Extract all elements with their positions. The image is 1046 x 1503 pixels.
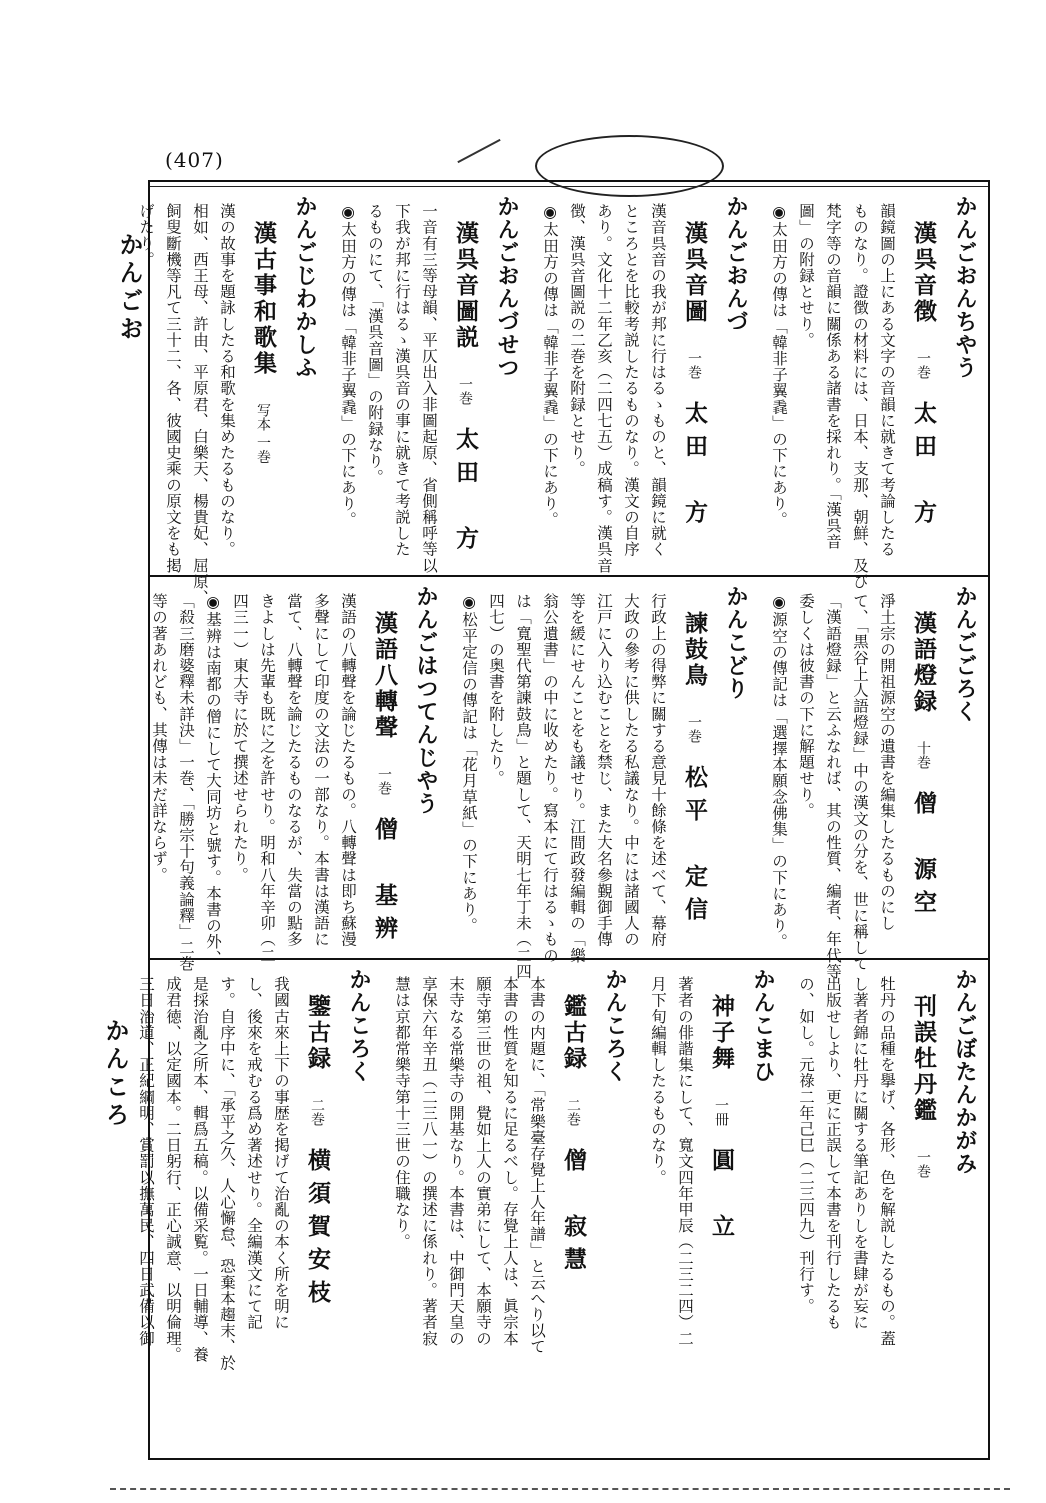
- tier-top: [137, 195, 980, 606]
- body-line: 飼叟斷機等凡て三十二、各、彼國史乘の原文をも掲: [164, 203, 182, 574]
- author: 僧 寂慧: [560, 1148, 587, 1280]
- headword: かんごおんづせつ: [494, 195, 519, 379]
- biography-note: ◉太田方の傳は「韓非子翼毳」の下にあり。: [339, 203, 357, 528]
- title-line: [906, 994, 940, 1178]
- book-title: 漢呉音圖: [681, 221, 708, 325]
- running-head-top: かんごお: [115, 232, 143, 344]
- body-line: 末寺なる常樂寺の開基なり。本書は、中御門天皇の: [447, 976, 465, 1347]
- volume-count: 二巻: [309, 1098, 325, 1126]
- frame-inner-rule: [150, 186, 988, 187]
- entry-body: [388, 976, 550, 1355]
- entry-kango-hattenjou: [145, 585, 441, 972]
- title-line: [448, 221, 482, 559]
- body-line: げたり。: [137, 203, 155, 268]
- entry-body: [334, 203, 442, 573]
- author: 太田 方: [681, 401, 708, 533]
- tier-bottom: [137, 968, 980, 1448]
- entry-kango-botankagami: [792, 968, 980, 1346]
- biography-note: ◉太田方の傳は「韓非子翼毳」の下にあり。: [770, 203, 788, 528]
- author: 太田 方: [452, 427, 479, 559]
- entry-kango-jiwakashu: [132, 195, 320, 606]
- entry-kankomai: [644, 968, 778, 1346]
- body-line: 江戸に入り込むことを禁じ、また大名參覲御手傳: [595, 593, 613, 948]
- body-line: 委しくは彼書の下に解題せり。: [797, 593, 815, 819]
- body-line: の、如し。元祿二年己巳（二三四九）刊行す。: [797, 976, 815, 1315]
- biography-note: ◉源空の傳記は「選擇本願念佛集」の下にあり。: [770, 593, 788, 950]
- title-line: [246, 221, 280, 463]
- book-title: 諫鼓鳥: [681, 611, 708, 689]
- entry-kango-toroku: [765, 585, 980, 979]
- title-line: [906, 611, 940, 923]
- body-line: 等の著あれども、其傳は未だ詳ならず。: [150, 593, 168, 883]
- body-line: 漢音呉音の我が邦に行はるゝものと、韻鏡に就く: [649, 203, 667, 558]
- author: 僧 源空: [910, 791, 937, 923]
- body-line: ところとを比較考説したるものなり。漢文の自序: [622, 203, 640, 558]
- body-line: 成君徳、以定國本。二日躬行、正心誠意、以明倫理。: [164, 976, 182, 1363]
- volume-count: 一巻: [457, 377, 473, 405]
- headword: かんごじわかしふ: [292, 195, 317, 379]
- entry-body: [765, 593, 900, 979]
- body-line: 多聲にして印度の文法の一部なり。本書は漢語に: [312, 593, 330, 948]
- body-line: 一音有三等母韻、平仄出入非圖起原、省側稱呼等以: [420, 203, 438, 574]
- author: 圓 立: [708, 1148, 735, 1247]
- body-line: 等を緩にせんことをも議せり。江間政發編輯の「樂: [568, 593, 586, 964]
- author: 横須賀安枝: [304, 1148, 331, 1313]
- entry-kango-onchou: [765, 195, 980, 589]
- title-line: [906, 221, 940, 533]
- entry-kango-onzusetsu: [334, 195, 522, 573]
- entry-body: [644, 976, 698, 1346]
- biography-note: ◉基辨は南都の僧にして大同坊と號す。本書の外、: [204, 593, 222, 966]
- page-number: (407): [165, 148, 224, 172]
- body-line: 是採治亂之所本、輯爲五稿。以備采覧。一日輔導、養: [191, 976, 209, 1363]
- body-line: 願寺第三世の祖、覺如上人の實弟にして、本願寺の: [474, 976, 492, 1347]
- entry-kankoroku-2: [132, 968, 374, 1371]
- body-line: 本書の性質を知るに足るべし。存覺上人は、眞宗本: [501, 976, 519, 1347]
- body-line: 下我が邦に行はるゝ漢呉音の事に就きて考説した: [393, 203, 411, 558]
- body-line: 月下旬編輯したるものなり。: [649, 976, 667, 1186]
- body-line: 出版せしより、更に正誤して本書を刊行したるも: [824, 976, 842, 1331]
- headword: かんころく: [346, 968, 371, 1083]
- body-line: きよしは先輩も既に之を許せり。明和八年辛卯（二: [258, 593, 276, 964]
- body-line: 慧は京都常樂寺第十三世の住職なり。: [393, 976, 411, 1250]
- body-line: るものにて、「漢呉音圖」の附録なり。: [366, 203, 384, 486]
- headword: かんこどり: [723, 585, 748, 700]
- body-line: 享保六年辛丑（二三八一）の撰述に係れり。著者寂: [420, 976, 438, 1347]
- body-line: ものなり。證徴の材料には、日本、支那、朝鮮、及び: [851, 203, 869, 590]
- body-line: 「殺三磨婆釋未詳決」一巻、「勝宗十句義論釋」二巻: [177, 593, 195, 972]
- author: 太田 方: [910, 401, 937, 533]
- headword: かんごおんちやう: [952, 195, 977, 379]
- author: 僧 基辨: [371, 817, 398, 949]
- title-line: [367, 611, 401, 949]
- headword: かんこまひ: [750, 968, 775, 1083]
- volume-count: 一巻: [686, 351, 702, 379]
- headword: かんごごろく: [952, 585, 977, 723]
- running-head-bottom: かんころ: [101, 1018, 129, 1130]
- body-line: 本書の内題に、「常樂臺存覺上人年譜」と云へり以て: [528, 976, 546, 1355]
- title-line: [704, 994, 738, 1247]
- tier-middle: [150, 585, 980, 980]
- body-line: 淨土宗の開祖源空の遺書を編集したるものにし: [878, 593, 896, 932]
- body-line: 「漢語燈録」と云ふなれば、其の性質、編者、年代等: [824, 593, 842, 980]
- entry-body: [455, 593, 671, 979]
- book-title: 鑒古録: [304, 994, 331, 1072]
- body-line: 梵字等の音韻に關係ある諸書を採れり。「漢呉音: [824, 203, 842, 550]
- book-title: 漢呉音圖説: [452, 221, 479, 351]
- volume-count: 写本 一巻: [255, 403, 271, 464]
- book-title: 鑑古録: [560, 994, 587, 1072]
- body-line: 相如、西王母、許由、平原君、白樂天、楊貴妃、屈原、: [191, 203, 209, 606]
- entry-body: [765, 203, 900, 589]
- body-line: 韻鏡圖の上にある文字の音韻に就きて考論したる: [878, 203, 896, 558]
- body-line: 當て、八轉聲を論じたるものなるが、失當の點多: [285, 593, 303, 948]
- author: 松平 定信: [681, 765, 708, 930]
- body-line: 四七）の奥書を附したり。: [487, 593, 505, 787]
- body-line: 著者の俳諧集にして、寬文四年甲辰（二三二四）二: [676, 976, 694, 1347]
- entry-body: [536, 203, 671, 573]
- body-line: 四三一）東大寺に於て撰述せられたり。: [231, 593, 249, 883]
- entry-kankodori: [455, 585, 751, 979]
- body-line: 我國古來上下の事歴を掲げて治亂の本く所を明に: [272, 976, 290, 1331]
- volume-count: 二巻: [565, 1098, 581, 1126]
- body-line: し、後來を戒むる爲め著述せり。全編漢文にて記: [245, 976, 263, 1331]
- title-line: [677, 221, 711, 533]
- body-line: 翁公遺書」の中に收めたり。寫本にて行はるゝもの: [541, 593, 559, 964]
- body-line: す。自序中に、「承平之久、人心懈怠、恐棄本趨末、於: [218, 976, 236, 1371]
- body-line: 行政上の得弊に關する意見十餘條を述べて、幕府: [649, 593, 667, 948]
- volume-count: 十巻: [915, 741, 931, 769]
- body-line: 圖」の附録とせり。: [797, 203, 815, 348]
- body-line: し著者錦に牡丹に關する筆記ありしを書肆が妄に: [851, 976, 869, 1331]
- entry-body: [145, 593, 361, 972]
- book-title: 漢語八轉聲: [371, 611, 398, 741]
- biography-note: ◉松平定信の傳記は「花月草紙」の下にあり。: [460, 593, 478, 934]
- headword: かんごおんづ: [723, 195, 748, 333]
- entry-kango-onzu: [536, 195, 751, 573]
- body-line: 徴、漢呉音圖説の二巻を附録とせり。: [568, 203, 586, 477]
- book-title: 神子舞: [708, 994, 735, 1072]
- body-line: 牡丹の品種を擧げ、各形、色を解説したるもの。蓋: [878, 976, 896, 1347]
- body-line: 大政の參考に供したる私議なり。中には諸國人の: [622, 593, 640, 948]
- volume-count: 一巻: [915, 1150, 931, 1178]
- body-line: 三日治道、正紀綱明、賞罰以撫萬民、四日武備以御: [137, 976, 155, 1347]
- entry-body: [792, 976, 900, 1346]
- entry-kankoroku-1: [388, 968, 630, 1355]
- entry-body: [132, 976, 294, 1371]
- body-line: は「寬聖代第諫鼓鳥」と題して、天明七年丁未（二四: [514, 593, 532, 980]
- volume-count: 一巻: [376, 767, 392, 795]
- bottom-dashed-rule: [110, 1488, 1010, 1490]
- headword: かんころく: [602, 968, 627, 1083]
- book-title: 漢語燈録: [910, 611, 937, 715]
- entry-body: [132, 203, 240, 606]
- book-title: 漢古事和歌集: [250, 221, 277, 377]
- body-line: あり。文化十二年乙亥（二四七五）成稿す。漢呉音: [595, 203, 613, 574]
- headword: かんごぼたんかがみ: [952, 968, 977, 1175]
- title-line: [300, 994, 334, 1313]
- body-line: て、「黒谷上人語燈録」中の漢文の分を、世に稱して: [851, 593, 869, 972]
- title-line: [556, 994, 590, 1280]
- headword: かんごはつてんじやう: [413, 585, 438, 815]
- title-line: [677, 611, 711, 930]
- volume-count: 一巻: [915, 351, 931, 379]
- volume-count: 一冊: [713, 1098, 729, 1126]
- book-title: 刊誤牡丹鑑: [910, 994, 937, 1124]
- volume-count: 一巻: [686, 715, 702, 743]
- body-line: 漢語の八轉聲を論じたるもの。八轉聲は即ち蘇漫: [339, 593, 357, 948]
- book-title: 漢呉音徴: [910, 221, 937, 325]
- biography-note: ◉太田方の傳は「韓非子翼毳」の下にあり。: [541, 203, 559, 528]
- body-line: 漢の故事を題詠したる和歌を集めたるものなり。: [218, 203, 236, 558]
- scan-mark-stroke: [457, 139, 500, 163]
